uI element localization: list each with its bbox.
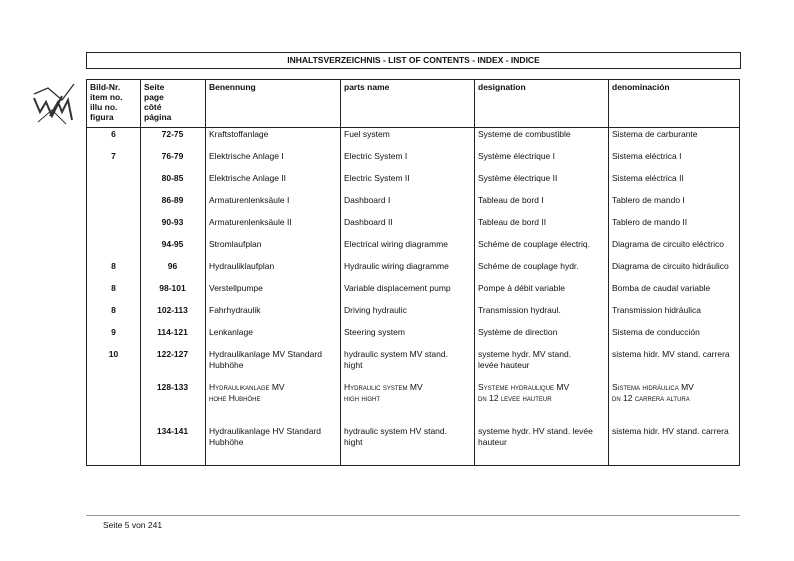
cell-en: Hydraulic wiring diagramme xyxy=(344,261,449,271)
cell-fr: Système électrique II xyxy=(478,173,558,183)
cell-es: Tablero de mando I xyxy=(612,195,685,205)
cell-es: sistema hidr. HV stand. carrera xyxy=(612,426,729,436)
cell-en: Steering system xyxy=(344,327,405,337)
cell-bild: 9 xyxy=(111,327,116,337)
cell-en: Electrical wiring diagramme xyxy=(344,239,448,249)
cell-en: Fuel system xyxy=(344,129,390,139)
cell-en: hydraulic system MV stand. hight xyxy=(344,349,448,370)
cell-seite: 98-101 xyxy=(159,283,186,293)
cell-fr: Systeme hydraulique MV dn 12 levee hauteur xyxy=(478,382,570,403)
cell-fr: Tableau de bord I xyxy=(478,195,544,205)
header-parts-name: parts name xyxy=(344,82,390,92)
cell-en: Electric System I xyxy=(344,151,408,161)
cell-de: Elektrische Anlage I xyxy=(209,151,284,161)
cell-de: Hydrauliklaufplan xyxy=(209,261,275,271)
cell-es: Diagrama de circuito hidráulico xyxy=(612,261,729,271)
cell-seite: 134-141 xyxy=(156,426,189,436)
cell-fr: Pompe à débit variable xyxy=(478,283,565,293)
cell-es: sistema hidr. MV stand. carrera xyxy=(612,349,730,359)
footer-divider xyxy=(86,515,740,516)
header-denominacion: denominación xyxy=(612,82,670,92)
cell-de: Armaturenlenksäule I xyxy=(209,195,290,205)
cell-fr: Systeme de combustible xyxy=(478,129,571,139)
document-title: INHALTSVERZEICHNIS - LIST OF CONTENTS - INDEX - INDICE xyxy=(86,52,741,69)
cell-de: Lenkanlage xyxy=(209,327,253,337)
cell-de: Verstellpumpe xyxy=(209,283,263,293)
cell-seite: 96 xyxy=(167,261,178,271)
cell-seite: 90-93 xyxy=(161,217,184,227)
page-footer: Seite 5 von 241 xyxy=(103,520,163,530)
cell-en: Dashboard II xyxy=(344,217,393,227)
cell-en: Hydraulic system MV high hight xyxy=(344,382,423,403)
cell-seite: 128-133 xyxy=(156,382,189,392)
cell-de: Armaturenlenksäule II xyxy=(209,217,292,227)
cell-es: Sistema de conducción xyxy=(612,327,700,337)
cell-fr: Schéme de couplage hydr. xyxy=(478,261,579,271)
cell-es: Sistema hidráulica MV dn 12 carrera altura xyxy=(612,382,694,403)
cell-seite: 114-121 xyxy=(157,327,188,337)
cell-de: Fahrhydraulik xyxy=(209,305,261,315)
cell-fr: systeme hydr. MV stand. levée hauteur xyxy=(478,349,572,370)
cell-de: Elektrische Anlage II xyxy=(209,173,287,183)
cell-fr: systeme hydr. HV stand. levée hauteur xyxy=(478,426,593,447)
header-benennung: Benennung xyxy=(209,82,256,92)
cell-es: Sistema de carburante xyxy=(612,129,698,139)
cell-fr: Système électrique I xyxy=(478,151,556,161)
cell-bild: 8 xyxy=(111,261,116,271)
header-bild: Bild-Nr. item no. illu no. figura xyxy=(90,82,123,122)
cell-seite: 80-85 xyxy=(161,173,184,183)
cell-bild: 8 xyxy=(111,305,116,315)
cell-fr: Transmission hydraul. xyxy=(478,305,561,315)
cell-seite: 102-113 xyxy=(157,305,188,315)
cell-seite: 94-95 xyxy=(161,239,184,249)
cell-es: Bomba de caudal variable xyxy=(612,283,711,293)
cell-seite: 122-127 xyxy=(156,349,189,359)
cell-bild: 8 xyxy=(111,283,116,293)
cell-seite: 76-79 xyxy=(161,151,184,161)
cell-es: Sistema eléctrica II xyxy=(612,173,684,183)
cell-de: Kraftstoffanlage xyxy=(209,129,269,139)
cell-fr: Tableau de bord II xyxy=(478,217,547,227)
contents-table xyxy=(86,79,740,466)
cell-bild: 6 xyxy=(111,129,116,139)
cell-es: Tablero de mando II xyxy=(612,217,688,227)
cell-en: Driving hydraulic xyxy=(344,305,407,315)
cell-de: Hydraulikanlage MV hohe Hubhöhe xyxy=(209,382,285,403)
cell-de: Hydraulikanlage HV Standard Hubhöhe xyxy=(209,426,321,447)
cell-bild: 10 xyxy=(108,349,119,359)
cell-bild: 7 xyxy=(111,151,116,161)
header-designation: designation xyxy=(478,82,526,92)
cell-fr: Système de direction xyxy=(478,327,558,337)
cell-fr: Schéme de couplage électriq. xyxy=(478,239,590,249)
cell-en: hydraulic system HV stand. hight xyxy=(344,426,447,447)
header-seite: Seite page côté página xyxy=(144,82,172,122)
cell-en: Dashboard I xyxy=(344,195,391,205)
cell-es: Diagrama de circuito eléctrico xyxy=(612,239,724,249)
cell-es: Transmission hidráulica xyxy=(612,305,701,315)
cell-de: Hydraulikanlage MV Standard Hubhöhe xyxy=(209,349,322,370)
cell-de: Stromlaufplan xyxy=(209,239,262,249)
cell-es: Sistema eléctrica I xyxy=(612,151,682,161)
cell-en: Electric System II xyxy=(344,173,410,183)
cell-seite: 72-75 xyxy=(161,129,184,139)
cell-seite: 86-89 xyxy=(161,195,184,205)
cell-en: Variable displacement pump xyxy=(344,283,451,293)
wm-logo-icon xyxy=(32,82,76,126)
